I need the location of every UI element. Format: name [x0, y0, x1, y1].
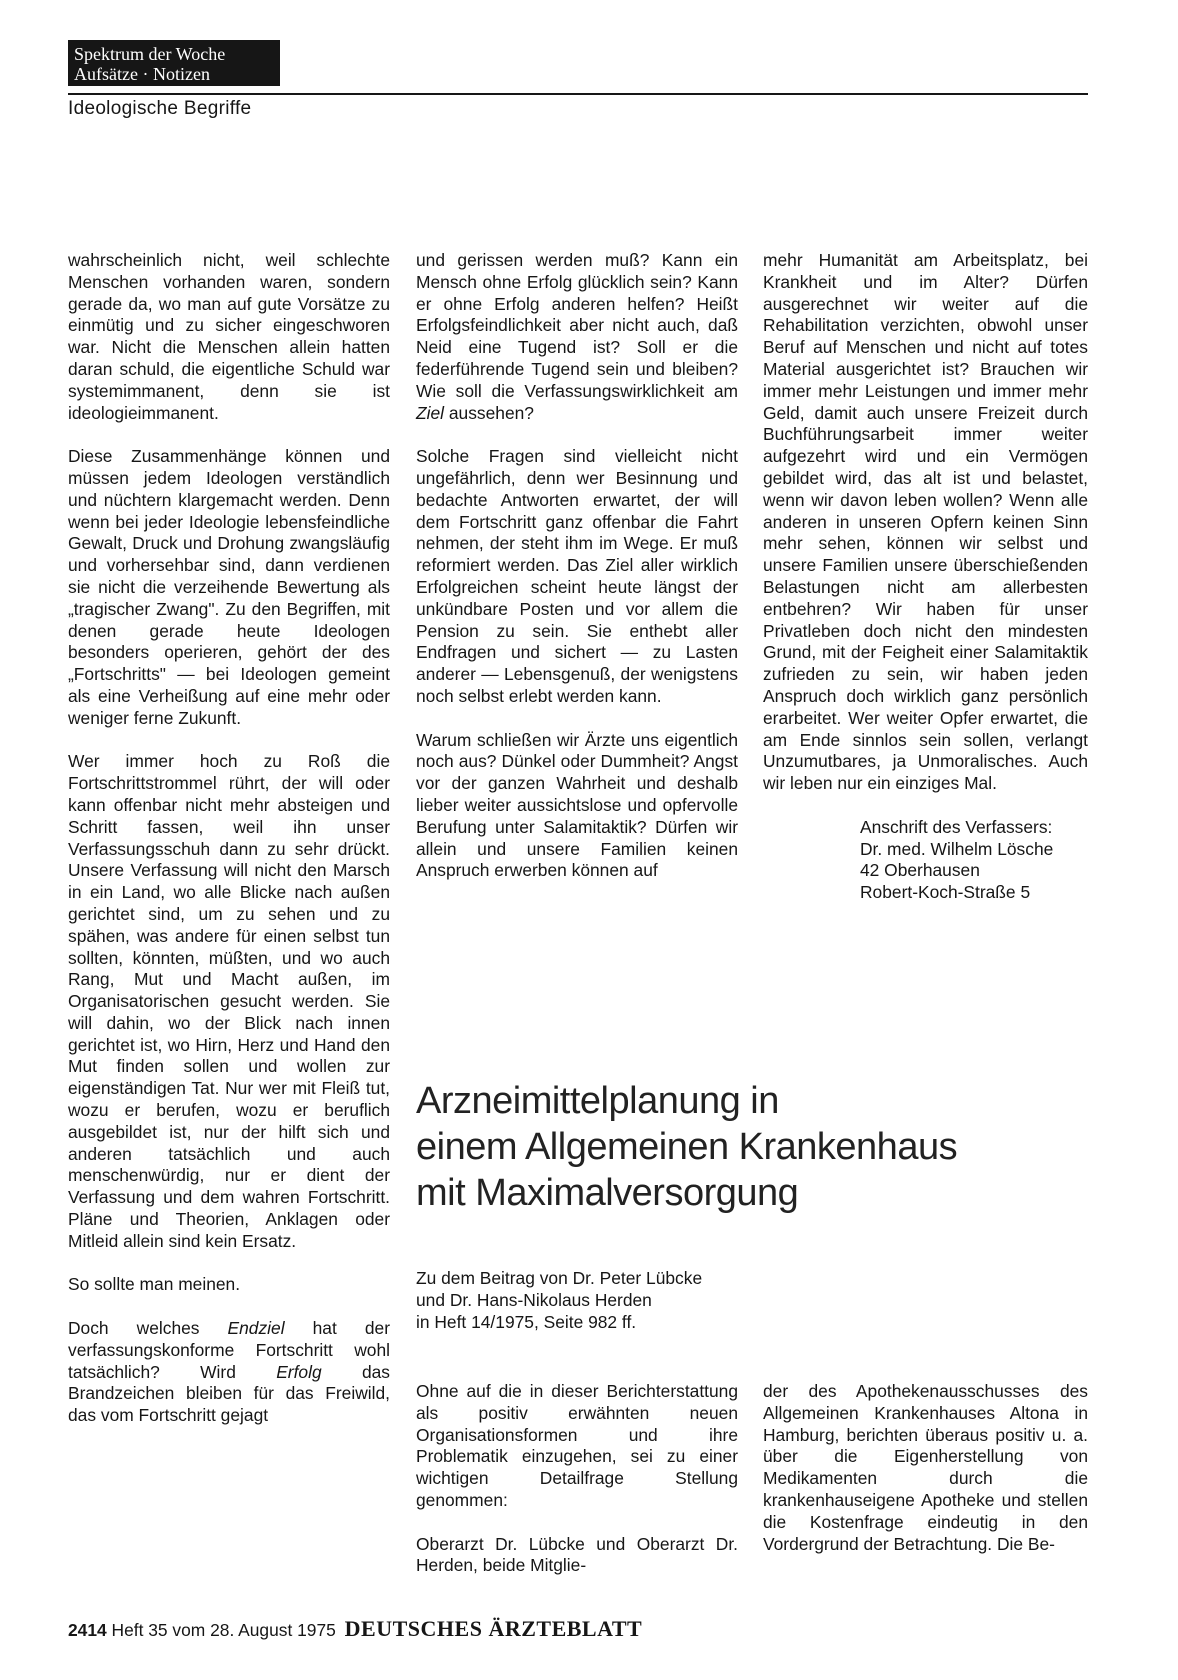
article-column-2 [763, 1381, 1088, 1555]
emphasis-endziel: Endziel [227, 1318, 285, 1339]
text-run: hat der verfassungskonforme Fortschritt wohl tatsächlich? Wird [68, 1318, 390, 1382]
intro-line: in Heft 14/1975, Seite 982 ff. [416, 1311, 637, 1332]
intro-line: und Dr. Hans-Nikolaus Herden [416, 1289, 652, 1310]
address-line: 42 Oberhausen [860, 860, 980, 881]
address-line: Anschrift des Verfassers: [860, 816, 1053, 837]
paragraph: Warum schließen wir Ärzte uns eigentlich noch aus? Dünkel oder Dummheit? Angst vor der ganzen Wahrheit und deshalb lieber weiter aussichtslose und opfervolle Berufung unter Salamitaktik? Dürfen wir allein und unsere Familien keinen Anspruch erwerben können auf [416, 729, 738, 881]
text-run: Doch welches [68, 1318, 228, 1339]
headline-line: Arzneimittelplanung in [416, 1080, 779, 1122]
section-label [68, 40, 280, 86]
paragraph [68, 1318, 390, 1427]
intro-line: Zu dem Beitrag von Dr. Peter Lübcke [416, 1268, 703, 1288]
column-1 [68, 250, 390, 1427]
header-rule [68, 93, 1088, 95]
address-line: Dr. med. Wilhelm Lösche [860, 838, 1054, 859]
journal-name: DEUTSCHES ÄRZTEBLATT [344, 1616, 643, 1641]
issue-info: Heft 35 vom 28. August 1975 [111, 1620, 336, 1640]
page-subject: Ideologische Begriffe [68, 98, 252, 119]
section-label-line1: Spektrum der Woche [74, 44, 226, 64]
paragraph: Solche Fragen sind vielleicht nicht ungefährlich, denn wer Besinnung und bedachte Antworten erwartet, der will dem Fortschritt ganz offenbar die Fahrt nehmen, der steht ihm im Wege. Er muß reformiert werden. Das Ziel aller wirklich Erfolgreichen scheint heute längst der unkündbare Posten und vor allem die Pension zu sein. Sie enthebt aller Endfragen und sichert — zu Lasten anderer — Lebensgenuß, der wenigstens noch selbst erlebt werden kann. [416, 446, 738, 706]
column-2 [416, 250, 738, 882]
paragraph: wahrscheinlich nicht, weil schlechte Menschen vorhanden waren, sondern gerade da, wo man auf gute Vorsätze zu einmütig und zu sicher eingeschworen war. Nicht die Menschen allein hatten daran schuld, die eigentliche Schuld war systemimmanent, denn sie ist ideologieimmanent. [68, 250, 390, 423]
address-line: Robert-Koch-Straße 5 [860, 882, 1031, 903]
paragraph: Diese Zusammenhänge können und müssen jedem Ideologen verständlich und nüchtern klargemacht werden. Denn wenn bei jeder Ideologie lebensfeindliche Gewalt, Druck und Drohung zwangsläufig und vorhersehbar sind, dann verdienen sie nicht die verzeihende Bewertung als „tragischer Zwang". Zu den Begriffen, mit denen gerade heute Ideologen besonders operieren, gehört der des „Fortschritts" — bei Ideologen gemeint als eine Verheißung auf eine mehr oder weniger ferne Zukunft. [68, 446, 390, 728]
paragraph: mehr Humanität am Arbeitsplatz, bei Krankheit und im Alter? Dürfen ausgerechnet wir weiter auf die Rehabilitation verzichten, obwohl unser Beruf auf Menschen und nicht auf totes Material ausgerichtet ist? Brauchen wir immer mehr Leistungen und immer mehr Geld, damit auch unsere Freizeit durch Buchführungsarbeit immer weiter aufgezehrt wird und ein Vermögen gebildet wird, das alt ist und belastet, wenn wir davon leben wollen? Wenn alle anderen in unseren Opfern keinen Sinn mehr sehen, können wir selbst und unsere Familien unsere überschießenden Belastungen nicht am allerbesten entbehren? Wir haben für unser Privatleben doch nicht den mindesten Grund, mit der Feigheit einer Salamitaktik zufrieden zu sein, wir haben jeden Anspruch doch wirklich ganz persönlich erarbeitet. Wer weiter Opfer erwartet, die am Ende sinnlos sein sollen, verlangt Unzumutbares, ja Unmoralisches. Auch wir leben nur ein einziges Mal. [763, 250, 1088, 794]
article-column-1 [416, 1381, 738, 1577]
text-run: und gerissen werden muß? Kann ein Mensch ohne Erfolg glücklich sein? Kann er ohne Erfolg anderen helfen? Heißt Erfolgsfeindlichkeit aber nicht auch, daß Neid eine Tugend ist? Soll er die federführende Tugend sein und bleiben? Wie soll die Verfassungswirklichkeit am [416, 250, 738, 401]
article-intro [416, 1268, 796, 1333]
emphasis-erfolg: Erfolg [276, 1361, 322, 1382]
article-headline [416, 1078, 1088, 1216]
headline-line: mit Maximalversorgung [416, 1172, 799, 1214]
section-label-line2: Aufsätze · Notizen [74, 64, 210, 84]
text-run: aussehen? [444, 402, 534, 423]
paragraph: der des Apothekenausschusses des Allgemeinen Krankenhauses Altona in Hamburg, berichten überaus positiv u. a. über die Eigenherstellung von Medikamenten durch die krankenhauseigene Apotheke und stellen die Kostenfrage eindeutig in den Vordergrund der Betrachtung. Die Be- [763, 1381, 1088, 1554]
author-address [860, 817, 1088, 904]
column-3 [763, 250, 1088, 904]
paragraph: Wer immer hoch zu Roß die Fortschrittstrommel rührt, der will oder kann offenbar nicht mehr absteigen und Schritt fassen, weil ihn unser Verfassungsschuh dann zu sehr drückt. Unsere Verfassung will nicht den Marsch in ein Land, wo alle Blicke nach außen gerichtet sind, um zu sehen und zu spähen, was andere für einen selbst tun sollten, könnten, müßten, und wo auch Rang, Mut und Macht außen, im Organisatorischen gesucht werden. Sie will dahin, wo der Blick nach innen gerichtet ist, wo Hirn, Herz und Hand den Mut finden sollen und wollen zur eigenständigen Tat. Nur wer mit Fleiß tut, wozu er berufen, wozu er beruflich ausgebildet ist, nur der hilft sich und anderen tatsächlich und auch menschenwürdig, nur er dient der Verfassung und dem wahren Fortschritt. Pläne und Theorien, Anklagen oder Mitleid allein sind kein Ersatz. [68, 751, 390, 1251]
paragraph: Ohne auf die in dieser Berichterstattung als positiv erwähnten neuen Organisationsformen und ihre Problematik einzugehen, sei zu einer wichtigen Detailfrage Stellung genommen: [416, 1381, 738, 1510]
paragraph: Oberarzt Dr. Lübcke und Oberarzt Dr. Herden, beide Mitglie- [416, 1533, 738, 1576]
page-number: 2414 [68, 1620, 107, 1640]
emphasis-ziel: Ziel [416, 402, 445, 423]
page-footer [68, 1616, 642, 1642]
headline-line: einem Allgemeinen Krankenhaus [416, 1126, 958, 1168]
paragraph: So sollte man meinen. [68, 1274, 241, 1295]
paragraph [416, 250, 738, 424]
text-run: das Brandzeichen bleiben für das Freiwild, das vom Fortschritt gejagt [68, 1361, 390, 1426]
